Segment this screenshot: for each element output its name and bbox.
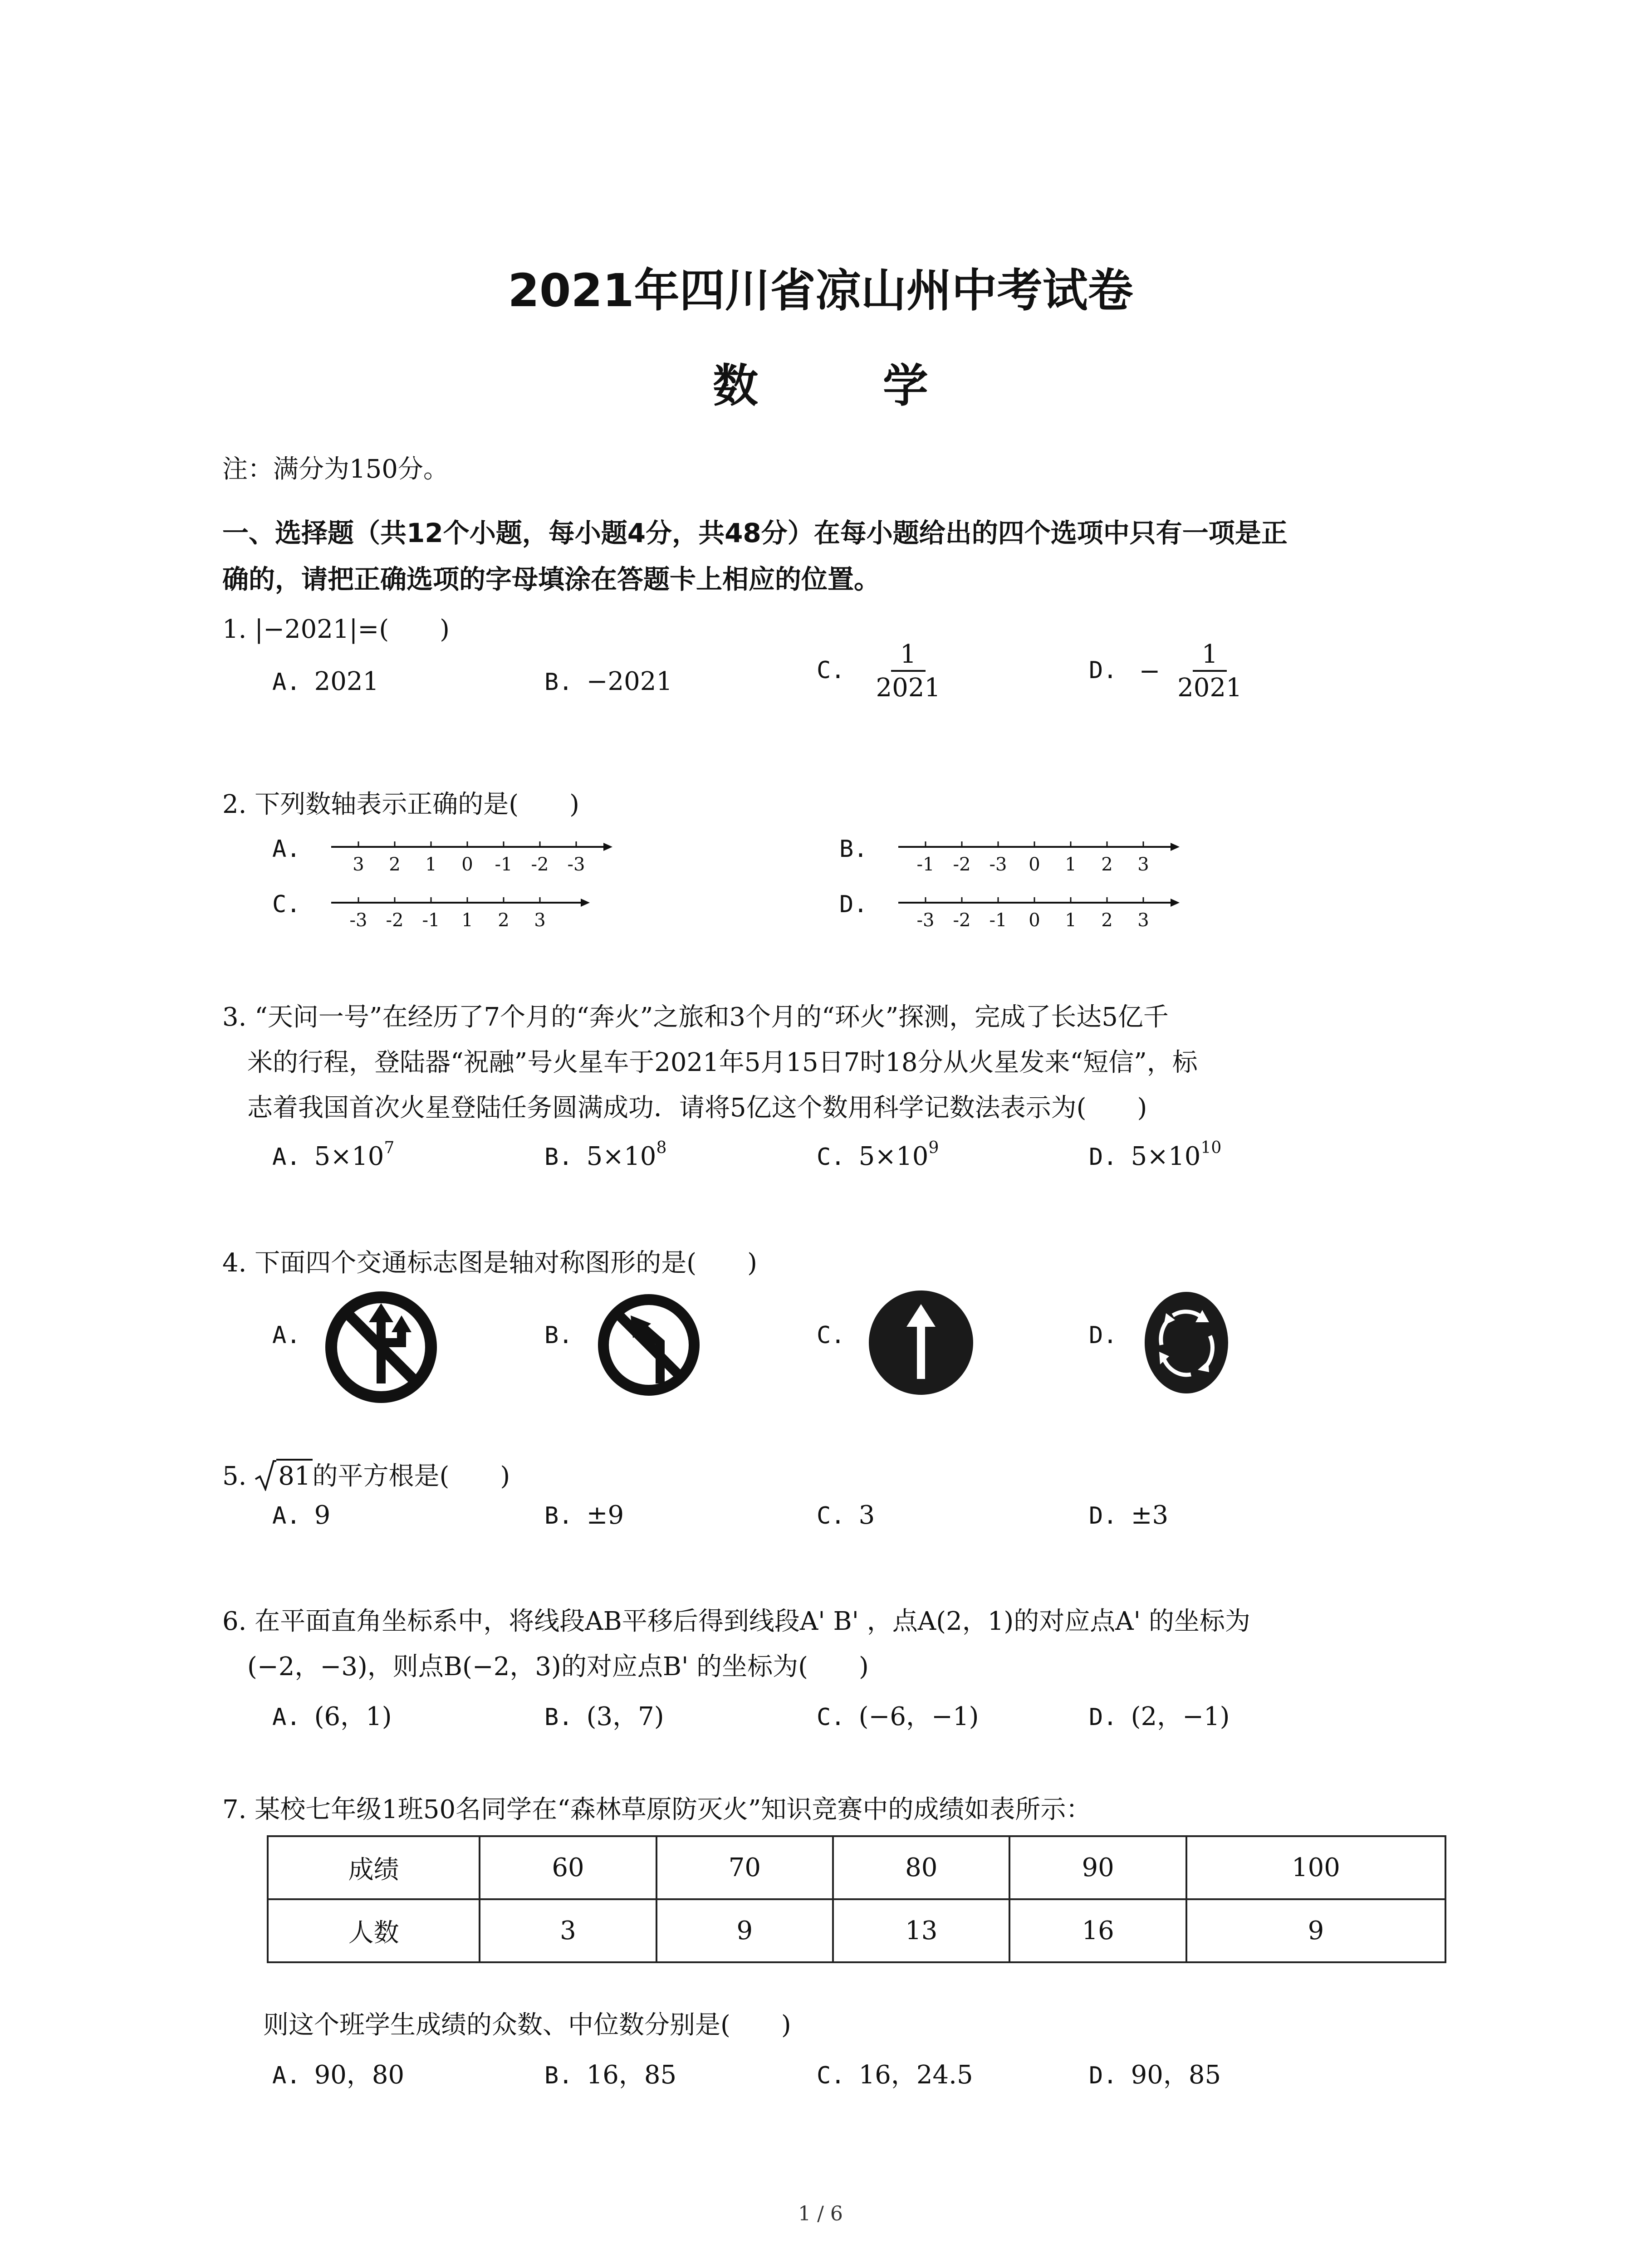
score-note: 注：满分为150分。 [222, 455, 449, 484]
option-label: C. [817, 1502, 845, 1530]
option-value: (6，1) [314, 1702, 392, 1731]
q4-option-b-label [544, 1320, 587, 1349]
option-label: D. [1089, 1322, 1117, 1349]
option-value: 3 [858, 1501, 875, 1530]
number-line-tick-label: 3 [1137, 910, 1149, 931]
q6-stem-line1: 6. 在平面直角坐标系中，将线段AB平移后得到线段A' B' ，点A(2，1)的对应点A' 的坐标为 [222, 1607, 1250, 1636]
q7-option-b [544, 2055, 676, 2091]
option-value: 16，24.5 [858, 2060, 973, 2090]
option-label: A. [272, 1704, 301, 1731]
q3-option-d [1089, 1139, 1221, 1171]
q2-option-c-label [272, 889, 314, 919]
option-label: B. [544, 2062, 573, 2089]
table-cell: 70 [656, 1836, 833, 1899]
section-heading-line1: 一、选择题（共12个小题，每小题4分，共48分）在每小题给出的四个选项中只有一项是正 [222, 518, 1288, 548]
number-line-tick-label: -1 [495, 854, 513, 875]
table-header-cell: 人数 [268, 1899, 480, 1962]
option-label: C. [272, 891, 301, 918]
table-cell: 3 [480, 1899, 656, 1962]
option-label: D. [839, 891, 868, 918]
option-label: C. [817, 2062, 845, 2089]
score-table [267, 1835, 1446, 1963]
number-line-tick-label: -3 [567, 854, 585, 875]
option-value: 90，85 [1131, 2060, 1221, 2090]
option-label: C. [817, 1144, 845, 1171]
option-label: C. [817, 656, 845, 684]
q6-stem-line2: (−2，−3)，则点B(−2，3)的对应点B' 的坐标为( ) [247, 1652, 869, 1681]
number-line-tick-label: 2 [389, 854, 401, 875]
q7-question: 则这个班学生成绩的众数、中位数分别是( ) [263, 2010, 791, 2040]
exponent: 8 [656, 1139, 667, 1157]
arrow-right-icon [1171, 899, 1180, 907]
fraction-numerator: 1 [891, 642, 926, 672]
q3-option-c [817, 1139, 939, 1171]
option-value: ±3 [1131, 1501, 1169, 1530]
table-cell: 90 [1009, 1836, 1186, 1899]
option-label: B. [839, 836, 868, 863]
number-line-tick-label: -2 [953, 910, 971, 931]
q4-option-d-label [1089, 1320, 1131, 1349]
sqrt-radical-icon [255, 1459, 276, 1491]
q4-option-c-label [817, 1320, 859, 1349]
number-line-tick-label: 1 [425, 854, 437, 875]
q2-number-line-c [322, 888, 594, 938]
q5-option-c [817, 1501, 875, 1530]
fraction-denominator: 2021 [876, 673, 941, 703]
table-cell: 60 [480, 1836, 656, 1899]
option-label: D. [1089, 656, 1117, 684]
q5-option-b [544, 1501, 624, 1530]
q2-option-b-label [839, 834, 882, 863]
option-value: 2021 [314, 667, 379, 696]
number-line-tick-label: -2 [531, 854, 549, 875]
no-straight-right-turn-sign-icon [324, 1290, 438, 1404]
number-line-tick-label: 3 [1137, 854, 1149, 875]
q5-option-d [1089, 1501, 1168, 1530]
page-number: 1 / 6 [798, 2202, 843, 2225]
q5-stem [222, 1454, 510, 1499]
option-label: A. [272, 1144, 301, 1171]
q2-number-line-d [889, 888, 1184, 938]
option-value: ±9 [586, 1501, 624, 1530]
q2-number-line-b [889, 832, 1184, 882]
option-label: D. [1089, 1502, 1117, 1530]
q5-stem-text: 的平方根是( ) [312, 1461, 510, 1491]
option-value: 90，80 [314, 2060, 405, 2090]
q2-option-d-label [839, 889, 882, 919]
option-label: D. [1089, 1704, 1117, 1731]
number-line-tick-label: 3 [534, 910, 546, 931]
q6-option-d [1089, 1696, 1230, 1733]
option-value: 5×10 [858, 1142, 929, 1171]
table-header-cell: 成绩 [268, 1836, 480, 1899]
q1-option-b [544, 667, 672, 696]
number-line-tick-label: -1 [422, 910, 440, 931]
fraction-denominator: 2021 [1177, 673, 1242, 703]
q1-stem: 1. |−2021|=( ) [222, 615, 450, 644]
q4-option-a-label [272, 1320, 314, 1349]
arrow-right-icon [603, 843, 612, 851]
q5-option-a [272, 1501, 330, 1530]
no-left-turn-sign-icon [597, 1293, 701, 1397]
option-value: −2021 [586, 667, 673, 696]
option-label: D. [1089, 2062, 1117, 2089]
fraction-numerator: 1 [1193, 642, 1227, 672]
q6-option-a [272, 1696, 392, 1733]
table-cell: 9 [656, 1899, 833, 1962]
option-label: A. [272, 1502, 301, 1530]
number-line-tick-label: -2 [386, 910, 404, 931]
option-value: 5×10 [314, 1142, 384, 1171]
option-value: 16，85 [586, 2060, 677, 2090]
table-cell: 80 [833, 1836, 1009, 1899]
number-line-tick-label: 1 [1065, 910, 1077, 931]
option-label: D. [1089, 1144, 1117, 1171]
q7-option-a [272, 2055, 404, 2091]
roundabout-sign-icon [1141, 1288, 1232, 1397]
option-value: 5×10 [1131, 1142, 1201, 1171]
option-label: B. [544, 669, 573, 696]
exponent: 7 [384, 1139, 395, 1157]
option-value: (−6，−1) [858, 1702, 979, 1731]
number-line-tick-label: -1 [989, 910, 1007, 931]
number-line-tick-label: -1 [916, 854, 935, 875]
option-value: (2，−1) [1131, 1702, 1230, 1731]
arrow-right-icon [1171, 843, 1180, 851]
q1-option-a [272, 667, 379, 696]
table-row [268, 1836, 1445, 1899]
number-line-tick-label: 0 [1029, 910, 1040, 931]
table-row [268, 1899, 1445, 1962]
q6-option-b [544, 1696, 664, 1733]
number-line-tick-label: 3 [353, 854, 364, 875]
subject-title: 数 学 [713, 359, 983, 412]
option-label: B. [544, 1502, 573, 1530]
q6-option-c [817, 1696, 979, 1733]
number-line-tick-label: -3 [349, 910, 367, 931]
number-line-tick-label: -2 [953, 854, 971, 875]
option-value: 9 [314, 1501, 331, 1530]
number-line-tick-label: 1 [461, 910, 473, 931]
table-cell: 13 [833, 1899, 1009, 1962]
option-label: B. [544, 1144, 573, 1171]
option-label: C. [817, 1322, 845, 1349]
table-cell: 9 [1186, 1899, 1445, 1962]
exponent: 9 [928, 1139, 939, 1157]
number-line-tick-label: 0 [461, 854, 473, 875]
option-label: A. [272, 2062, 301, 2089]
number-line-tick-label: -3 [916, 910, 935, 931]
q3-stem-line3: 志着我国首次火星登陆任务圆满成功．请将5亿这个数用科学记数法表示为( ) [247, 1093, 1147, 1123]
q7-option-c [817, 2055, 973, 2091]
section-heading-line2: 确的，请把正确选项的字母填涂在答题卡上相应的位置。 [222, 564, 881, 595]
q4-stem: 4. 下面四个交通标志图是轴对称图形的是( ) [222, 1248, 757, 1278]
radicand: 81 [276, 1459, 312, 1491]
q7-option-d [1089, 2055, 1221, 2091]
option-value: (3，7) [586, 1702, 664, 1731]
option-label: B. [544, 1322, 573, 1349]
option-label: A. [272, 669, 301, 696]
table-cell: 100 [1186, 1836, 1445, 1899]
fraction [1168, 642, 1251, 701]
q2-number-line-a [322, 832, 617, 882]
number-line-tick-label: 1 [1065, 854, 1077, 875]
exponent: 10 [1200, 1139, 1222, 1157]
number-line-tick-label: 2 [1101, 854, 1113, 875]
question-number: 5. [222, 1461, 247, 1491]
q1-option-d [1089, 642, 1251, 701]
q3-stem-line1: 3. “天问一号”在经历了7个月的“奔火”之旅和3个月的“环火”探测，完成了长达5亿千 [222, 1002, 1169, 1032]
option-label: A. [272, 1322, 301, 1349]
option-label: A. [272, 836, 301, 863]
arrow-right-icon [581, 899, 590, 907]
q1-option-c [817, 642, 950, 701]
exam-title: 2021年四川省凉山州中考试卷 [508, 264, 1133, 317]
go-straight-sign-icon [867, 1284, 975, 1402]
q3-option-a [272, 1139, 394, 1171]
option-label: C. [817, 1704, 845, 1731]
number-line-tick-label: -3 [989, 854, 1007, 875]
q2-option-a-label [272, 834, 314, 863]
number-line-tick-label: 0 [1029, 854, 1040, 875]
fraction [867, 642, 950, 701]
number-line-tick-label: 2 [1101, 910, 1113, 931]
table-cell: 16 [1009, 1899, 1186, 1962]
number-line-tick-label: 2 [498, 910, 509, 931]
q7-stem: 7. 某校七年级1班50名同学在“森林草原防灭火”知识竞赛中的成绩如表所示： [222, 1795, 1092, 1824]
minus-sign: − [1139, 656, 1161, 686]
option-label: B. [544, 1704, 573, 1731]
option-value: 5×10 [586, 1142, 656, 1171]
q3-option-b [544, 1139, 666, 1171]
q3-stem-line2: 米的行程，登陆器“祝融”号火星车于2021年5月15日7时18分从火星发来“短信”，标 [247, 1048, 1198, 1077]
q2-stem: 2. 下列数轴表示正确的是( ) [222, 790, 579, 819]
